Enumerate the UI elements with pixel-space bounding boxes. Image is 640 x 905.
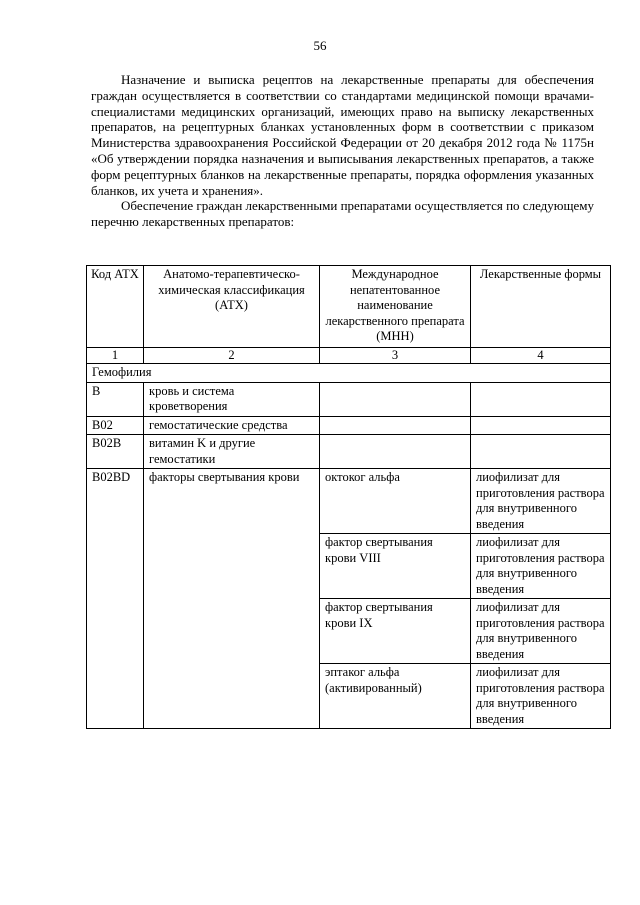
atc-classification: кровь и система кроветворения xyxy=(144,382,320,416)
atc-classification: витамин K и другие гемостатики xyxy=(144,435,320,469)
table-row xyxy=(87,469,611,534)
form-cell xyxy=(471,435,611,469)
atc-code: B02BD xyxy=(87,469,144,729)
header-code: Код АТХ xyxy=(87,266,144,348)
column-number: 2 xyxy=(144,347,320,364)
paragraph-prescriptions: Назначение и выписка рецептов на лекарственные препараты для обеспечения граждан осуществляется в соответствии со стандартами медицинской помощи врачами-специалистами медицинских организаций, имеющих право на выписку лекарственных препаратов, на рецептурных бланках установленных форм в соответствии с приказом Министерства здравоохранения Российской Федерации от 20 декабря 2012 года № 1175н «Об утверждении порядка назначения и выписывания лекарственных препаратов, а также форм рецептурных бланков на лекарственные препараты, порядка оформления указанных бланков, их учета и хранения». xyxy=(91,72,594,198)
header-inn: Международное непатентованное наименование лекарственного препарата (МНН) xyxy=(320,266,471,348)
page-number: 56 xyxy=(313,38,327,53)
table-row xyxy=(87,382,611,416)
section-row xyxy=(87,364,611,383)
form-cell: лиофилизат для приготовления раствора для внутривенного введения xyxy=(471,599,611,664)
form-cell: лиофилизат для приготовления раствора для внутривенного введения xyxy=(471,469,611,534)
table-row xyxy=(87,435,611,469)
body-text xyxy=(91,72,594,230)
atc-code: B02 xyxy=(87,416,144,435)
inn-cell: октоког альфа xyxy=(320,469,471,534)
atc-code: B xyxy=(87,382,144,416)
column-number: 1 xyxy=(87,347,144,364)
table-row xyxy=(87,416,611,435)
table-header-row xyxy=(87,266,611,348)
form-cell: лиофилизат для приготовления раствора для внутривенного введения xyxy=(471,664,611,729)
inn-cell xyxy=(320,416,471,435)
column-number: 4 xyxy=(471,347,611,364)
form-cell xyxy=(471,416,611,435)
atc-classification: гемостатические средства xyxy=(144,416,320,435)
header-classification: Анатомо-терапевтическо-химическая классификация (АТХ) xyxy=(144,266,320,348)
paragraph-provision: Обеспечение граждан лекарственными препаратами осуществляется по следующему перечню лекарственных препаратов: xyxy=(91,198,594,230)
inn-cell: фактор свертывания крови VIII xyxy=(320,534,471,599)
inn-cell xyxy=(320,382,471,416)
form-cell: лиофилизат для приготовления раствора для внутривенного введения xyxy=(471,534,611,599)
atc-code: B02B xyxy=(87,435,144,469)
column-number: 3 xyxy=(320,347,471,364)
form-cell xyxy=(471,382,611,416)
section-title: Гемофилия xyxy=(87,364,611,383)
atc-classification: факторы свертывания крови xyxy=(144,469,320,729)
header-forms: Лекарственные формы xyxy=(471,266,611,348)
inn-cell: фактор свертывания крови IX xyxy=(320,599,471,664)
column-number-row xyxy=(87,347,611,364)
inn-cell: эптаког альфа (активированный) xyxy=(320,664,471,729)
drug-list-table xyxy=(86,265,611,729)
inn-cell xyxy=(320,435,471,469)
